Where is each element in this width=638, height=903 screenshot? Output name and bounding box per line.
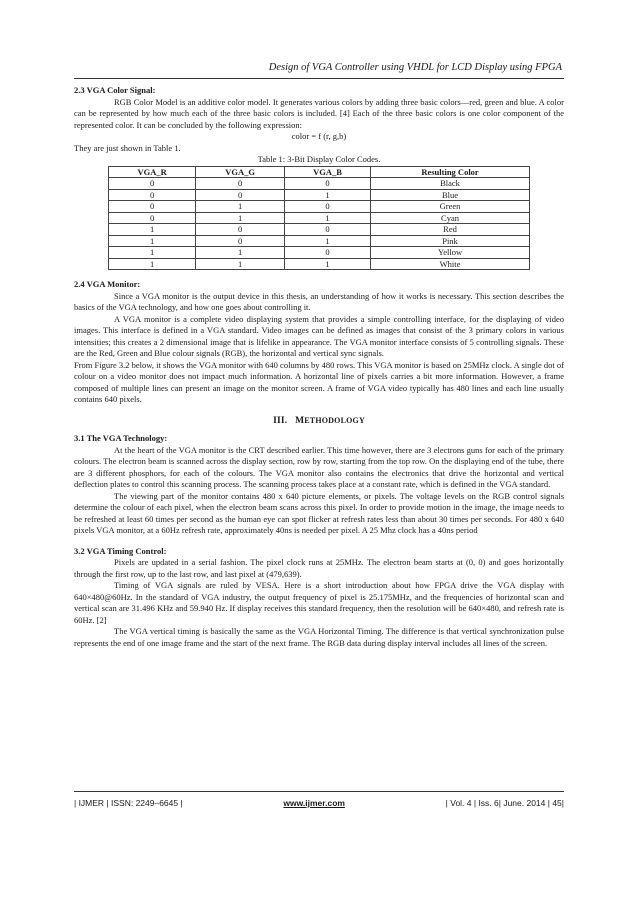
cell-g: 1 (196, 212, 285, 224)
table-1-caption: Table 1: 3-Bit Display Color Codes. (257, 154, 381, 164)
cell-g: 1 (196, 201, 285, 213)
cell-b: 0 (284, 201, 370, 213)
section-3-2-paragraph-3: The VGA vertical timing is basically the same as the VGA Horizontal Timing. The difference is that vertical synchronization pulse represents the end of one image frame and the start of the next frame. The RGB data during display interval includes all lines of the screen. (74, 626, 564, 648)
running-head: Design of VGA Controller using VHDL for LCD Display using FPGA (268, 62, 562, 73)
section-2-3-heading: 2.3 VGA Color Signal: (74, 85, 156, 95)
spacer (74, 270, 564, 279)
footer-journal-info: | IJMER | ISSN: 2249–6645 | (74, 798, 183, 808)
cell-r: 0 (109, 189, 196, 201)
cell-color: Green (371, 201, 530, 213)
cell-b: 0 (284, 247, 370, 259)
section-2-4-paragraph-2: A VGA monitor is a complete video displaying system that provides a simple controlling interface, for the displaying of video images. This interface is defined in a VGA standard. Video images can be defined as images that consist of the 3 primary colors in various intensities; this creates a 2 dimensional image that is lifelike in appearance. The VGA monitor interface consists of 5 controlling signals. These are the Red, Green and Blue colour signals (RGB), the horizontal and vertical sync signals. (74, 313, 564, 358)
section-2-3-paragraph-1: RGB Color Model is an additive color model. It generates various colors by adding three basic colors—red, green and blue. A color can be represented by how much each of the three basic colors is included. [4] Each of the three basic colors is one color component of the represented color. It can be concluded by the following expression: (74, 96, 564, 130)
cell-g: 0 (196, 224, 285, 236)
chapter-number: III. (273, 415, 288, 426)
cell-color: Red (371, 224, 530, 236)
color-formula: color = f (r, g,b) (291, 131, 347, 141)
cell-r: 0 (109, 201, 196, 213)
table-row (109, 235, 530, 247)
section-2-4-paragraph-3: From Figure 3.2 below, it shows the VGA monitor with 640 columns by 480 rows. This VGA monitor is based on 25MHz clock. A single dot of colour on a video monitor does not impact much information. A horizontal line of pixels carries a bit more information. However, a frame composed of multiple lines can present an image on the monitor screen. A frame of VGA video typically has 480 lines and each line usually contains 640 pixels. (74, 359, 564, 404)
cell-g: 0 (196, 189, 285, 201)
table-header-row (109, 166, 530, 178)
spacer (74, 537, 564, 546)
header-vga-r: VGA_R (109, 166, 196, 178)
table-row (109, 258, 530, 270)
cell-color: Blue (371, 189, 530, 201)
cell-g: 0 (196, 178, 285, 190)
chapter-title-initial: M (295, 415, 305, 426)
cell-r: 0 (109, 178, 196, 190)
table-row (109, 212, 530, 224)
cell-color: Cyan (371, 212, 530, 224)
section-3-1-paragraph-1: At the heart of the VGA monitor is the CRT described earlier. This time however, there are 3 electrons guns for each of the primary colours. The electron beam is scanned across the display section, row by row, starting from the top row. On the displaying end of the tube, there are 3 different phosphors, for each of the colours. The VGA monitor also contains the electronics that drive the horizontal and vertical deflection plates to control this scanning process. The scanning process takes place at a constant rate, which is defined in the VGA standard. (74, 444, 564, 489)
cell-r: 1 (109, 224, 196, 236)
cell-b: 0 (284, 178, 370, 190)
cell-r: 1 (109, 258, 196, 270)
cell-r: 1 (109, 235, 196, 247)
section-3-1-paragraph-2: The viewing part of the monitor contains 480 x 640 picture elements, or pixels. The voltage levels on the RGB control signals determine the colour of each pixel, when the electron beam scans across this pixel. In order to provide motion in the image, the image needs to be refreshed at least 60 times per second as the human eye can spot flicker at refresh rates less than about 30 times per seconds. For 480 x 640 pixels VGA monitor, at a 60Hz refresh rate, approximately 40ns is needed per pixel. A 25 Mhz clock has a 40ns period (74, 490, 564, 535)
cell-g: 0 (196, 235, 285, 247)
cell-color: White (371, 258, 530, 270)
header-vga-g: VGA_G (196, 166, 285, 178)
chapter-heading (74, 415, 564, 428)
cell-g: 1 (196, 247, 285, 259)
table-row (109, 189, 530, 201)
spacer (74, 406, 564, 415)
cell-color: Pink (371, 235, 530, 247)
cell-b: 1 (284, 258, 370, 270)
section-3-2-paragraph-1: Pixels are updated in a serial fashion. The pixel clock runs at 25MHz. The electron beam starts at (0, 0) and goes horizontally through the first row, up to the last row, and last pixel at (479,639). (74, 557, 564, 579)
cell-b: 1 (284, 189, 370, 201)
table-row (109, 201, 530, 213)
section-2-3-paragraph-2: They are just shown in Table 1. (74, 142, 181, 153)
footer-rule (74, 791, 564, 792)
section-3-2-paragraph-2: Timing of VGA signals are ruled by VESA. Here is a short introduction about how FPGA drive the VGA display with 640×480@60Hz. In the standard of VGA industry, the output frequency of pixel is 25.175MHz, and the frequencies of horizontal scan and vertical scan are 31.496 KHz and 59.940 Hz. If display receives this standard frequency, then the resolution will be 640×480, and refresh rate is 60Hz. [2] (74, 580, 564, 625)
section-2-4-paragraph-1: Since a VGA monitor is the output device in this thesis, an understanding of how it works is necessary. This section describes the basics of the VGA technology, and how one goes about controlling it. (74, 290, 564, 312)
table-row (109, 224, 530, 236)
cell-color: Black (371, 178, 530, 190)
section-2-4-heading: 2.4 VGA Monitor: (74, 279, 141, 289)
header-resulting-color: Resulting Color (371, 166, 530, 178)
header-vga-b: VGA_B (284, 166, 370, 178)
footer-website-link[interactable]: www.ijmer.com (283, 798, 345, 808)
main-content (74, 85, 564, 649)
cell-g: 1 (196, 258, 285, 270)
section-3-2-heading: 3.2 VGA Timing Control: (74, 545, 167, 556)
color-codes-table (108, 166, 530, 271)
cell-r: 1 (109, 247, 196, 259)
chapter-title-rest: ETHODOLOGY (304, 415, 365, 425)
table-row (109, 178, 530, 190)
footer-issue-info: | Vol. 4 | Iss. 6| June. 2014 | 45| (445, 798, 564, 808)
cell-r: 0 (109, 212, 196, 224)
table-row (109, 247, 530, 259)
cell-b: 0 (284, 224, 370, 236)
footer (74, 798, 564, 808)
section-3-1-heading: 3.1 The VGA Technology: (74, 433, 168, 443)
cell-b: 1 (284, 212, 370, 224)
cell-color: Yellow (371, 247, 530, 259)
header-rule (74, 78, 564, 79)
cell-b: 1 (284, 235, 370, 247)
